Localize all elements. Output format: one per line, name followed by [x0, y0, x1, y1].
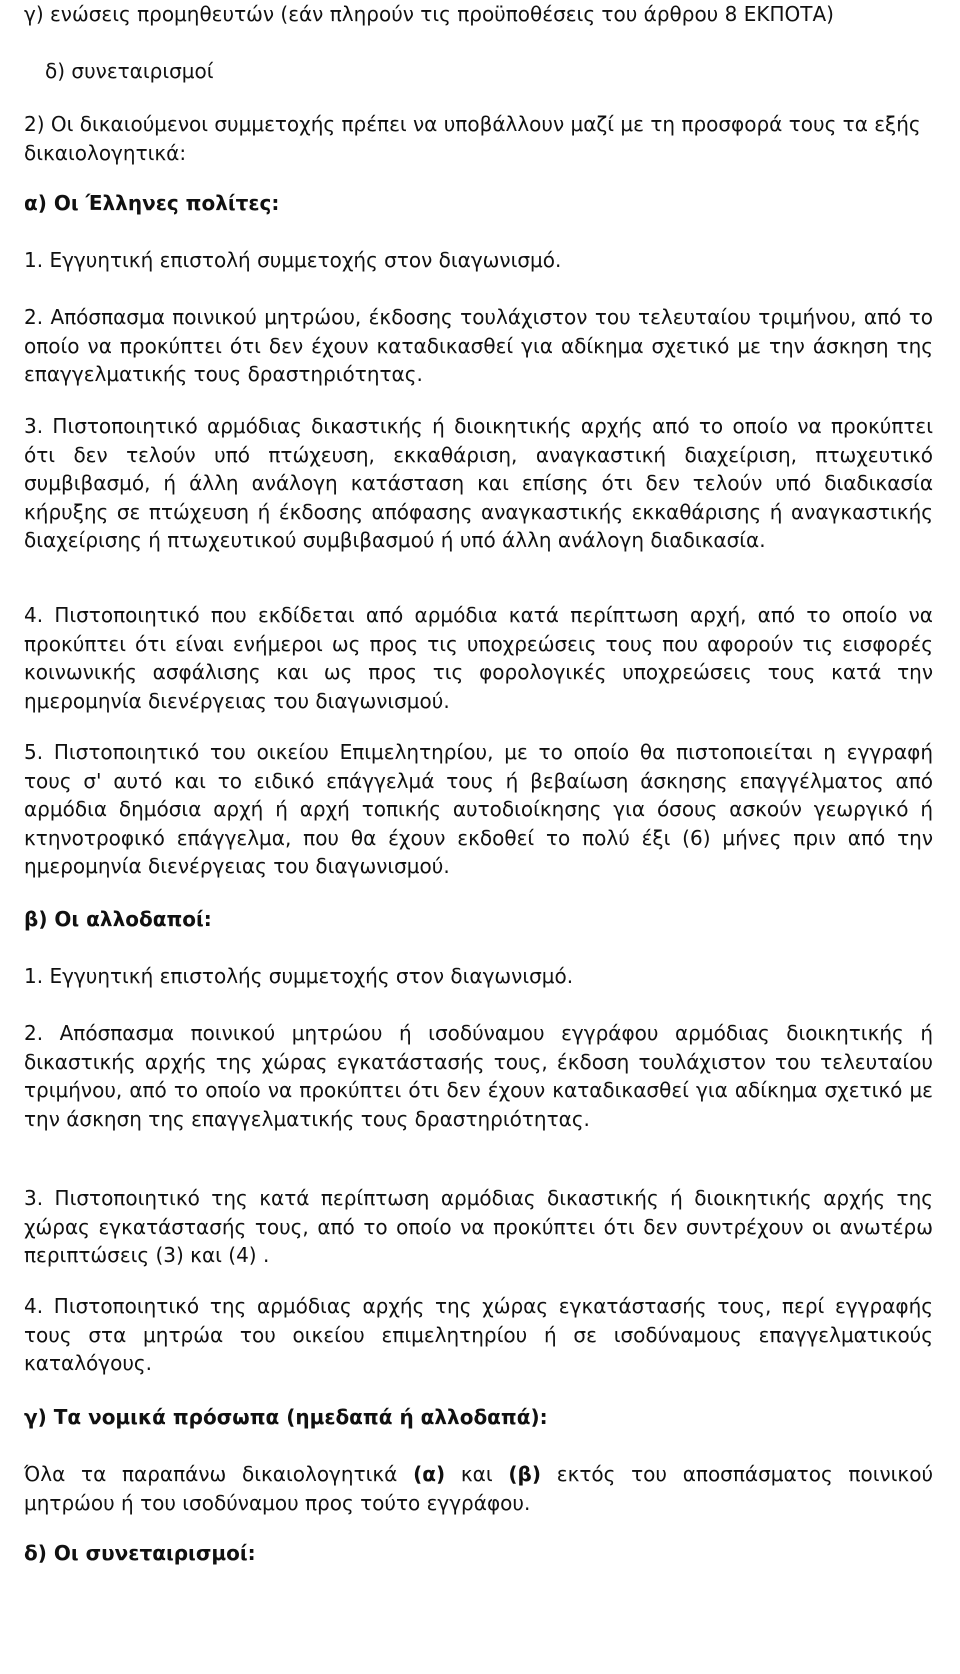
heading-greek-citizens: α) Οι Έλληνες πολίτες:: [24, 191, 280, 215]
paragraph-required-documents: 2) Οι δικαιούμενοι συμμετοχής πρέπει να υποβάλλουν μαζί με τη προσφορά τους τα εξής δικαιολογητικά:: [24, 112, 921, 165]
legal-entities-text-2: και: [445, 1462, 509, 1486]
legal-entities-text-1: Όλα τα παραπάνω δικαιολογητικά: [24, 1462, 414, 1486]
ref-a-bold: (α): [413, 1462, 446, 1486]
legal-entities-text-3: εκτός του αποσπάσματος ποινικού μητρώου ή του ισοδύναμου προς τούτο εγγράφου.: [24, 1462, 934, 1515]
item-a4: 4. Πιστοποιητικό που εκδίδεται από αρμόδια κατά περίπτωση αρχή, από το οποίο να προκύπτει ότι είναι ενήμεροι ως προς τις υποχρεώσεις τους που αφορούν τις εισφορές κοινωνικής ασφάλισης και ως προς τις φορολογικές υποχρεώσεις τους κατά την ημερομηνία διενέργειας του διαγωνισμού.: [24, 603, 933, 713]
item-b1: 1. Εγγυητική επιστολής συμμετοχής στον διαγωνισμό.: [24, 964, 574, 988]
item-a2: 2. Απόσπασμα ποινικού μητρώου, έκδοσης τουλάχιστον του τελευταίου τριμήνου, από το οποίο να προκύπτει ότι δεν έχουν καταδικασθεί για αδίκημα σχετικό με την άσκηση της επαγγελματικής τους δραστηριότητας.: [24, 305, 933, 386]
item-a3: 3. Πιστοποιητικό αρμόδιας δικαστικής ή διοικητικής αρχής από το οποίο να προκύπτει ότι δεν τελούν υπό πτώχευση, εκκαθάριση, αναγκαστική διαχείριση, πτωχευτικό συμβιβασμό, ή άλλη ανάλογη κατάσταση και επίσης ότι δεν τελούν υπό διαδικασία κήρυξης σε πτώχευση ή έκδοσης απόφασης αναγκαστικής εκκαθάρισης ή αναγκαστικής διαχείρισης ή πτωχευτικού συμβιβασμού ή υπό άλλη ανάλογη διαδικασία.: [24, 414, 933, 552]
heading-legal-entities: γ) Τα νομικά πρόσωπα (ημεδαπά ή αλλοδαπά):: [24, 1405, 548, 1429]
heading-foreigners: β) Οι αλλοδαποί:: [24, 907, 212, 931]
heading-cooperatives: δ) Οι συνεταιρισμοί:: [24, 1541, 256, 1565]
item-a1: 1. Εγγυητική επιστολή συμμετοχής στον διαγωνισμό.: [24, 248, 562, 272]
item-b4: 4. Πιστοποιητικό της αρμόδιας αρχής της χώρας εγκατάστασής τους, περί εγγραφής τους στα μητρώα του οικείου επιμελητηρίου ή σε ισοδύναμους επαγγελματικούς καταλόγους.: [24, 1294, 933, 1375]
paragraph-joint-suppliers: γ) ενώσεις προμηθευτών (εάν πληρούν τις προϋποθέσεις του άρθρου 8 ΕΚΠΟΤΑ): [24, 2, 834, 26]
paragraph-cooperatives: δ) συνεταιρισμοί: [45, 59, 214, 83]
item-a5: 5. Πιστοποιητικό του οικείου Επιμελητηρίου, με το οποίο θα πιστοποιείται η εγγραφή τους σ' αυτό και το ειδικό επάγγελμά τους ή βεβαίωση άσκησης επαγγέλματος από αρμόδια δημόσια αρχή ή αρχή τοπικής αυτοδιοίκησης για όσους ασκούν γεωργικό ή κτηνοτροφικό επάγγελμα, που θα έχουν εκδοθεί το πολύ έξι (6) μήνες πριν από την ημερομηνία διενέργειας του διαγωνισμού.: [24, 740, 933, 878]
paragraph-legal-entities: [24, 1460, 933, 1517]
item-b3: 3. Πιστοποιητικό της κατά περίπτωση αρμόδιας δικαστικής ή διοικητικής αρχής της χώρας εγκατάστασής τους, από το οποίο να προκύπτει ότι δεν συντρέχουν οι ανωτέρω περιπτώσεις (3) και (4) .: [24, 1186, 933, 1267]
item-b2: 2. Απόσπασμα ποινικού μητρώου ή ισοδύναμου εγγράφου αρμόδιας διοικητικής ή δικαστικής αρχής της χώρας εγκατάστασής τους, έκδοση τουλάχιστον του τελευταίου τριμήνου, από το οποίο να προκύπτει ότι δεν έχουν καταδικασθεί για αδίκημα σχετικό με την άσκηση της επαγγελματικής τους δραστηριότητας.: [24, 1021, 933, 1131]
ref-b-bold: (β): [508, 1462, 541, 1486]
